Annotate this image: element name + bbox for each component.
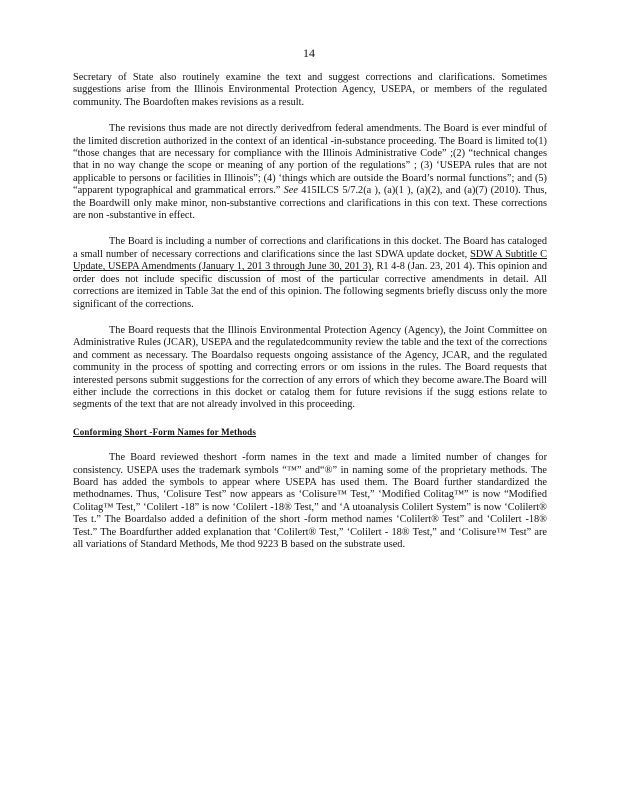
docket-citation: SDW A Subtitle C Update, USEPA Amendments (January 1, 201 3 through June 30, 201 3) <box>73 248 548 273</box>
paragraph-board-requests: The Board requests that the Illinois Environmental Protection Agency (Agency), the Joint Committee on Administrative Rules (JCAR), USEPA and the regulatedcommunity review the table and the text of the corrections and comment as necessary. The Boardalso requests ongoing assistance of the Agency, JCAR, and the regulated community in the process of spotting and correcting errors or om issions in the rules. The Board requests that interested persons submit suggestions for the correction of any errors of which they become aware.The Board will either include the corrections in this docket or catalog them for future revisions if the sugg estions relate to segments of the text that are not already involved in this proceeding. <box>73 324 547 411</box>
paragraph-secretary-of-state: Secretary of State also routinely examine the text and suggest corrections and clarifications. Sometimes suggestions arise from the Illinois Environmental Protection Agency, USEPA, or members of the regulated community. The Boardoften makes revisions as a result. <box>73 72 547 108</box>
document-body <box>73 72 547 565</box>
paragraph-revisions-text-a: The revisions thus made are not directly derivedfrom federal amendments. The Board is ever mindful of the limited discretion authorized in the context of an identical -in-substance proceeding. The Board is limited to(1) “those changes that are necessary for compliance with the Illinois Administrative Code” ;(2) “technical changes that in no way change the scope or meaning of any portion of the regulations” ; (3) ‘USEPA rules that are not applicable to persons or facilities in Illinois”; (4) ‘things which are outside the Board’s normal functions”; and (5) “apparent typographical and grammatical errors.” <box>73 123 547 197</box>
paragraph-corrections-text-a: The Board is including a number of corrections and clarifications in this docket. The Board has cataloged a small number of necessary corrections and clarifications since the last SDWA update docket, <box>73 236 547 260</box>
paragraph-corrections <box>73 236 547 310</box>
paragraph-corrections-text-b: , R1 4-8 (Jan. 23, 201 4). This opinion and order does not include specific discussion of most of the particular corrective amendments in detail. All corrections are itemized in Table 3at the end of this opinion. The following segments briefly discuss only the more significant of the corrections. <box>73 261 547 310</box>
paragraph-short-form-names: The Board reviewed theshort -form names in the text and made a limited number of changes for consistency. USEPA uses the trademark symbols “™” and“®” in naming some of the proprietary methods. The Board has added the symbols to appear where USEPA has used them. The Board further standardized the methodnames. Thus, ‘Colisure Test” now appears as ‘Colisure™ Test,” ‘Modified Colitag™” is now “Modified Colitag™ Test,” ‘Colilert -18” is now ‘Colilert -18® Test,” and ‘A utoanalysis Colilert System” is now ‘Colilert® Tes t.” The Boardalso added a definition of the short -form method names ‘Colilert® Test” and ‘Colilert -18® Test.” The Boardfurther added explanation that ‘Colilert® Test,” ‘Colilert - 18® Test,” and ‘Colisure™ Test” are all variations of Standard Methods, Me thod 9223 B based on the substrate used. <box>73 452 547 550</box>
see-signal: See <box>283 185 298 197</box>
section-heading: Conforming Short -Form Names for Methods <box>73 426 257 437</box>
page-number: 14 <box>303 46 315 60</box>
paragraph-revisions-text-b: 415ILCS 5/7.2(a ), (a)(1 ), (a)(2), and (a)(7) (2010). Thus, the Boardwill only make minor, non-substantive corrections and clarifications in this con text. These corrections are non -substantive in effect. <box>73 185 547 222</box>
paragraph-revisions <box>73 123 547 222</box>
